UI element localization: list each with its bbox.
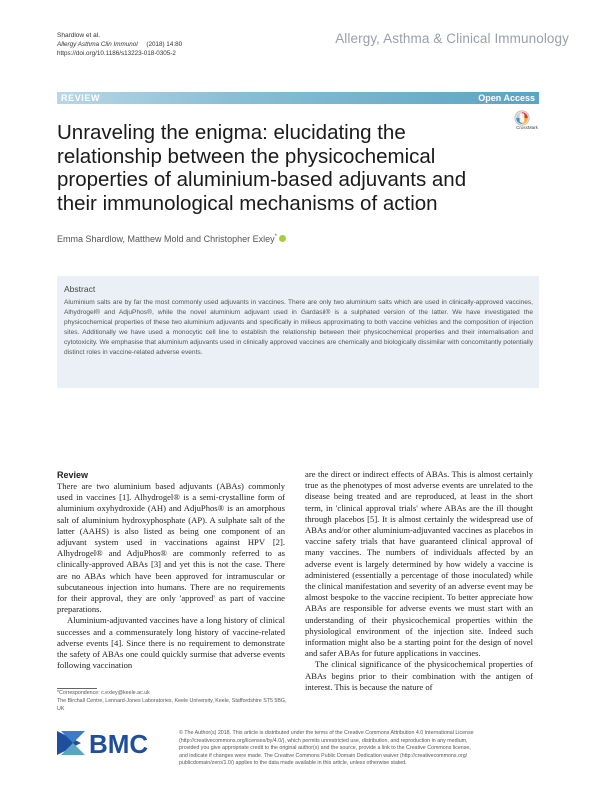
body-column-left (57, 481, 285, 671)
corresponding-author-mark: * (274, 234, 277, 240)
license-text (179, 730, 539, 768)
body-column-right (305, 469, 533, 693)
running-header (57, 31, 182, 58)
body-paragraph: are the direct or indirect effects of ABAs. This is almost certainly true as the phenotypes of most adverse events are unrelated to the disease being treated and are reproduced, at least in the short term, in 'clinical approval trials' where ABAs are the ill thought through placebos [5]. It is almost certainly the widespread use of ABAs and/or other aluminium-adjuvanted vaccines as placebos in vaccine safety trials that have guaranteed clinical approval of many vaccines. The numbers of individuals affected by an adverse event is largely determined by how widely a vaccine is administered (essentially a percentage of those inoculated) while the clinical manifestation and severity of an adverse event may be almost bespoke to the vaccine recipient. To better appreciate how ABAs are responsible for adverse events we must start with an understanding of their physicochemical properties within the physiological environment of the injection site. Indeed such information might also be a starting point for the design of novel and safer ABAs for future applications in vaccines. (305, 469, 533, 659)
article-title: Unraveling the enigma: elucidating the relationship between the physicochemical properties of aluminium-based adjuvants and their immunological mechanisms of action (57, 121, 467, 215)
footnote-rule (57, 688, 97, 689)
article-type-bar (57, 92, 539, 104)
orcid-icon[interactable] (279, 235, 286, 242)
open-access-label: Open Access (478, 93, 535, 103)
license-line: © The Author(s) 2018. This article is distributed under the terms of the Creative Commons Attribution 4.0 International License (179, 730, 474, 736)
body-paragraph: Aluminium-adjuvanted vaccines have a long history of clinical successes and a commensurately long history of vaccine-related adverse events [4]. Since there is no requirement to demonstrate the safety of ABAs one could quickly surmise that adverse events following vaccination (57, 615, 285, 671)
crossmark-label: CrossMark (516, 125, 538, 130)
correspondence-email[interactable]: *Correspondence: c.exley@keele.ac.uk (57, 690, 150, 696)
article-type-label: REVIEW (61, 93, 101, 103)
header-journal-short: Allergy Asthma Clin Immunol (57, 41, 138, 48)
abstract-text: Aluminium salts are by far the most commonly used adjuvants in vaccines. There are only two aluminium salts which are used in clinically-approved vaccines, Alhydrogel® and AdjuPhos®, while the novel aluminium adjuvant used in Gardasil® is a sulphated version of the latter. We have investigated the physicochemical properties of these two aluminium adjuvants and specifically in milieus approximating to both vaccine vehicles and the composition of injection sites. Additionally we have used a monocytic cell line to establish the relationship between their physicochemical properties and their internalisation and cytotoxicity. We emphasise that aluminium adjuvants used in clinically approved vaccines are chemically and biologically dissimilar with concomitantly potentially distinct roles in vaccine-related adverse events. (64, 299, 533, 356)
license-line: provided you give appropriate credit to the original author(s) and the source, provide a link to the Creative Commons license, (179, 745, 471, 752)
abstract-heading: Abstract (64, 284, 96, 294)
header-doi-link[interactable]: https://doi.org/10.1186/s13223-018-0305-2 (57, 50, 176, 57)
header-year-volume: (2018) 14:80 (146, 41, 183, 48)
affiliation-address: The Birchall Centre, Lennard-Jones Laboratories, Keele University, Keele, Staffordshire ST5 5BG, UK (57, 697, 287, 712)
abstract-box (57, 276, 539, 388)
section-heading-review: Review (57, 470, 89, 480)
bmc-logo (57, 727, 167, 764)
footnote (57, 690, 287, 713)
bmc-logo-text: BMC (89, 729, 149, 759)
license-line: and indicate if changes were made. The Creative Commons Public Domain Dedication waiver (http://creativecommons.org/ (179, 752, 468, 759)
author-list (57, 234, 286, 244)
author-names: Emma Shardlow, Matthew Mold and Christopher Exley (57, 234, 275, 244)
body-paragraph: There are two aluminium based adjuvants (ABAs) commonly used in vaccines [1]. Alhydrogel® is a semi-crystalline form of aluminium oxyhydroxide (AH) and AdjuPhos® is an amorphous salt of aluminium hydroxyphosphate (AP). A sulphate salt of the latter (AAHS) is also listed as being one component of an adjuvant system used in vaccinations against HPV [2]. Alhydrogel® and AdjuPhos® are commonly referred to as clinically-approved ABAs [3] and yet this is not the case. There are no ABAs which have been approved for intramuscular or subcutaneous injection into humans. There are no requirements for their approval, they are only 'approved' as part of vaccine preparations. (57, 481, 285, 615)
license-line: publicdomain/zero/1.0/) applies to the data made available in this article, unless otherwise stated. (179, 760, 407, 767)
license-line: (http://creativecommons.org/licenses/by/4.0/), which permits unrestricted use, distribution, and reproduction in any medium, (179, 737, 468, 744)
journal-name: Allergy, Asthma & Clinical Immunology (335, 31, 569, 46)
header-authors: Shardlow et al. (57, 32, 100, 39)
body-paragraph: The clinical significance of the physicochemical properties of ABAs begins prior to their combination with the antigen of interest. This is because the nature of (305, 659, 533, 692)
